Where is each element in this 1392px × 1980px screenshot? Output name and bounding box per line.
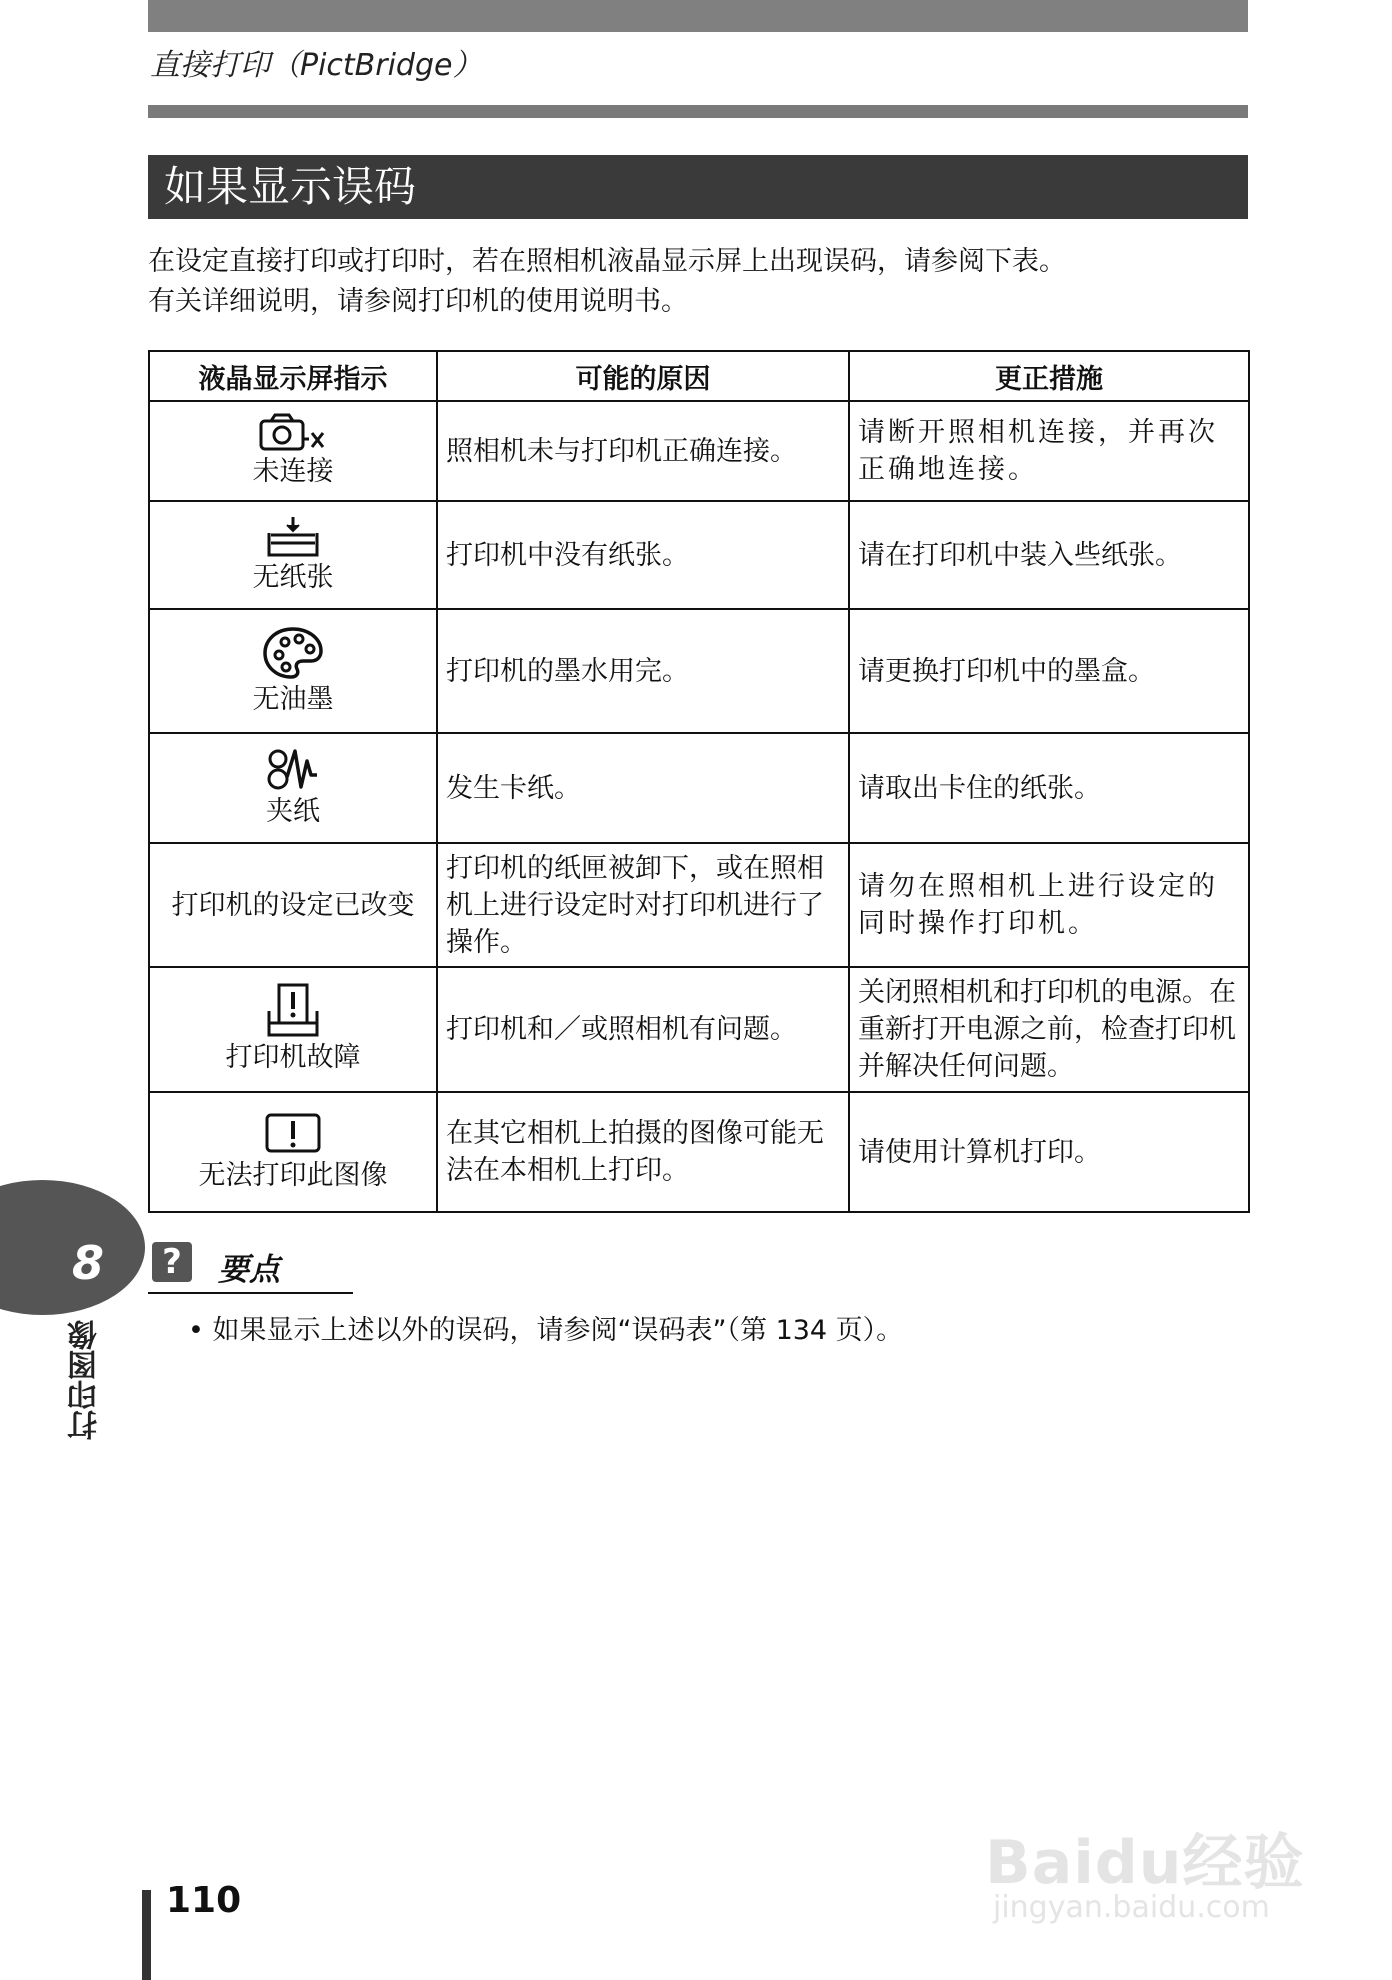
header-indicator: 液晶显示屏指示 xyxy=(149,351,437,401)
error-table xyxy=(148,350,1250,1213)
cause-cell: 发生卡纸。 xyxy=(437,733,849,843)
cause-cell: 打印机的墨水用完。 xyxy=(437,609,849,733)
page-number: 110 xyxy=(166,1880,242,1921)
table-header-row xyxy=(149,351,1249,401)
watermark-brand: Baidu经验 xyxy=(985,1828,1305,1898)
no-paper-icon xyxy=(263,515,323,559)
printer-error-icon xyxy=(263,983,323,1039)
paper-jam-icon xyxy=(265,747,321,793)
intro-line-1: 在设定直接打印或打印时，若在照相机液晶显示屏上出现误码，请参阅下表。 xyxy=(148,246,1066,277)
table-row xyxy=(149,733,1249,843)
header-rule xyxy=(148,105,1248,118)
camera-disconnected-icon xyxy=(257,413,329,453)
indicator-label: 夹纸 xyxy=(266,795,320,827)
header-action: 更正措施 xyxy=(849,351,1249,401)
indicator-cell xyxy=(149,609,437,733)
indicator-cell xyxy=(149,843,437,967)
table-row xyxy=(149,501,1249,609)
table-row xyxy=(149,967,1249,1092)
indicator-cell xyxy=(149,967,437,1092)
action-cell: 请更换打印机中的墨盒。 xyxy=(849,609,1249,733)
indicator-label: 打印机的设定已改变 xyxy=(171,889,415,921)
table-row xyxy=(149,401,1249,501)
indicator-label: 无油墨 xyxy=(252,683,334,715)
indicator-cell xyxy=(149,1092,437,1212)
chapter-number: 8 xyxy=(72,1236,105,1290)
indicator-label: 打印机故障 xyxy=(225,1042,361,1073)
action-cell: 请取出卡住的纸张。 xyxy=(849,733,1249,843)
header-cause: 可能的原因 xyxy=(437,351,849,401)
action-cell: 请在打印机中装入些纸张。 xyxy=(849,501,1249,609)
cause-cell: 打印机的纸匣被卸下，或在照相机上进行设定时对打印机进行了操作。 xyxy=(437,843,849,967)
intro-text xyxy=(148,242,1066,322)
running-header: 直接打印（PictBridge） xyxy=(150,48,483,83)
cause-cell: 在其它相机上拍摄的图像可能无法在本相机上打印。 xyxy=(437,1092,849,1212)
tip-underline xyxy=(148,1292,353,1294)
cause-cell: 打印机和／或照相机有问题。 xyxy=(437,967,849,1092)
watermark-url: jingyan.baidu.com xyxy=(993,1890,1270,1925)
section-title: 如果显示误码 xyxy=(148,155,1248,219)
tip-title: 要点 xyxy=(218,1252,280,1288)
action-cell: 请断开照相机连接，并再次正确地连接。 xyxy=(849,401,1249,501)
tip-bullet: • 如果显示上述以外的误码，请参阅“误码表”（第 134 页）。 xyxy=(188,1315,904,1346)
indicator-cell xyxy=(149,401,437,501)
table-row xyxy=(149,609,1249,733)
cause-cell: 照相机未与打印机正确连接。 xyxy=(437,401,849,501)
indicator-cell xyxy=(149,501,437,609)
indicator-label: 无法打印此图像 xyxy=(198,1159,388,1191)
baidu-watermark xyxy=(985,1775,1315,1930)
cause-cell: 打印机中没有纸张。 xyxy=(437,501,849,609)
action-cell: 关闭照相机和打印机的电源。在重新打开电源之前，检查打印机并解决任何问题。 xyxy=(849,967,1249,1092)
chapter-label: 打印图像 xyxy=(68,1320,103,1440)
table-row xyxy=(149,1092,1249,1212)
ink-palette-icon xyxy=(261,625,325,681)
intro-line-2: 有关详细说明，请参阅打印机的使用说明书。 xyxy=(148,286,688,317)
indicator-label: 未连接 xyxy=(252,455,334,487)
action-cell: 请使用计算机打印。 xyxy=(849,1092,1249,1212)
page-number-bar xyxy=(142,1890,151,1980)
question-icon: ? xyxy=(152,1242,192,1282)
image-error-icon xyxy=(263,1111,323,1157)
header-top-bar xyxy=(148,0,1248,32)
action-cell: 请勿在照相机上进行设定的同时操作打印机。 xyxy=(849,843,1249,967)
table-row xyxy=(149,843,1249,967)
indicator-label: 无纸张 xyxy=(252,561,334,593)
indicator-cell xyxy=(149,733,437,843)
